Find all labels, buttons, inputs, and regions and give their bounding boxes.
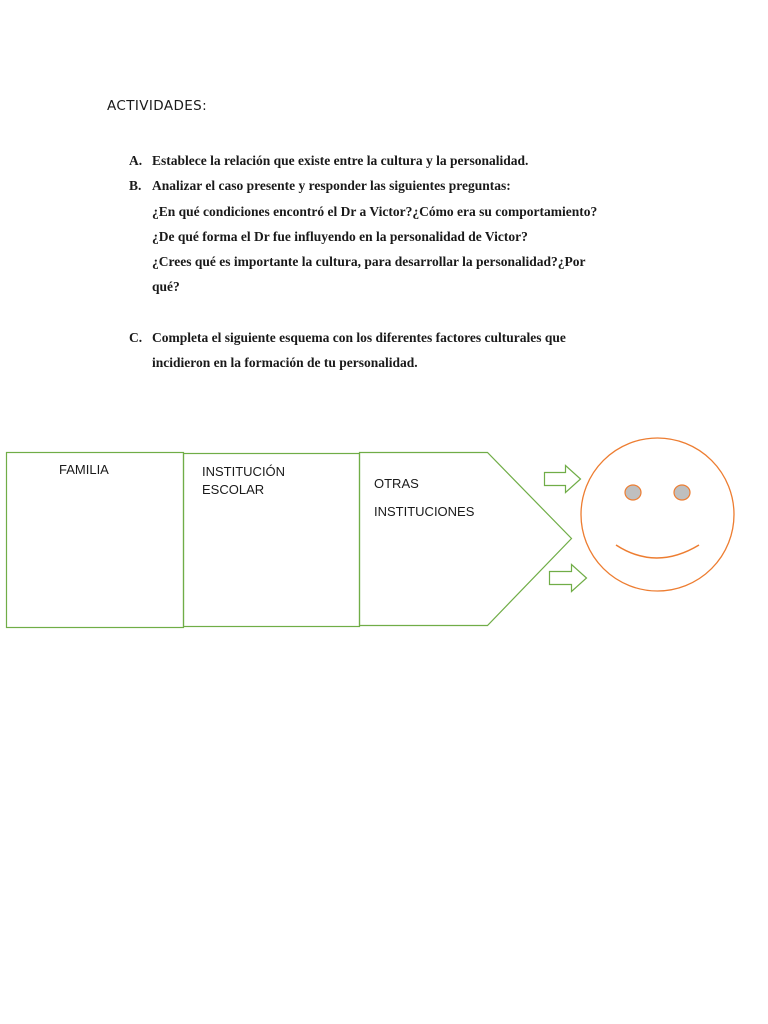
activity-b-line-2: ¿En qué condiciones encontró el Dr a Victor?¿Cómo era su comportamiento? <box>152 203 598 219</box>
otras-label-line-1: OTRAS <box>374 476 419 491</box>
activity-marker-b: B. <box>129 178 142 194</box>
activity-a-line-1: Establece la relación que existe entre la cultura y la personalidad. <box>152 153 529 168</box>
left-eye <box>625 485 641 500</box>
activity-b-line-5: qué? <box>152 279 180 295</box>
activity-b-line-3: ¿De qué forma el Dr fue influyendo en la personalidad de Victor? <box>152 228 528 244</box>
right-arrow-icon <box>545 466 581 493</box>
smiley-face-icon <box>581 438 734 591</box>
activity-b-line-4: ¿Crees qué es importante la cultura, para desarrollar la personalidad?¿Por <box>152 254 586 270</box>
smile-mouth <box>616 545 699 558</box>
institucion-label-line-2: ESCOLAR <box>202 482 265 497</box>
otras-label-line-2: INSTITUCIONES <box>374 504 475 519</box>
face-outline <box>581 438 734 591</box>
activity-b-line-1: Analizar el caso presente y responder las siguientes preguntas: <box>152 178 511 194</box>
familia-label: FAMILIA <box>59 462 109 477</box>
activity-c-line-2: incidieron en la formación de tu personalidad. <box>152 355 418 371</box>
activity-c-line-1: Completa el siguiente esquema con los diferentes factores culturales que <box>152 329 566 345</box>
activity-marker-c: C. <box>129 329 143 345</box>
right-eye <box>674 485 690 500</box>
activity-marker-a: A. <box>129 153 143 168</box>
activities-heading: ACTIVIDADES: <box>107 98 208 114</box>
right-arrow-icon <box>550 565 587 592</box>
institucion-label-line-1: INSTITUCIÓN <box>202 464 286 479</box>
